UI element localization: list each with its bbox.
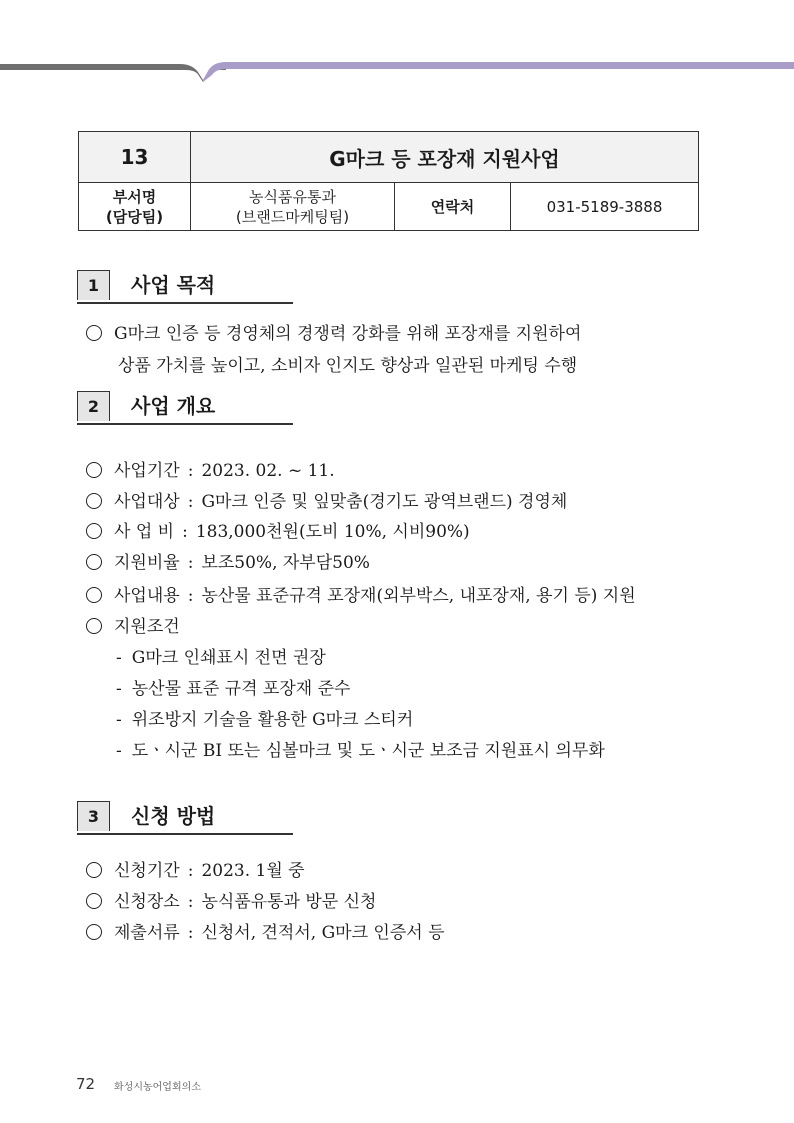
section-heading-overview [77,391,293,425]
project-title: G마크 등 포장재 지원사업 [191,132,699,183]
application-period: 신청기간 : 2023. 1월 중 [86,859,305,883]
item-value: 보조50%, 자부담50% [201,553,370,573]
section-number: 2 [77,391,110,421]
circle-bullet-icon [86,523,102,539]
section-number: 1 [77,270,110,300]
item-label: 사업내용 [114,586,180,606]
item-label: 사업기간 [114,461,180,481]
item-value: 2023. 02. ~ 11. [201,461,335,481]
condition-text: 위조방지 기술을 활용한 G마크 스티커 [131,710,414,730]
item-label: 지원비율 [114,553,180,573]
item-label: 제출서류 [114,923,180,943]
department-label-line2: (담당팀) [105,207,164,226]
department-value-line1: 농식품유통과 [249,187,336,206]
item-value: 농산물 표준규격 포장재(외부박스, 내포장재, 용기 등) 지원 [201,586,636,606]
department-value [191,183,395,231]
overview-content: 사업내용 : 농산물 표준규격 포장재(외부박스, 내포장재, 용기 등) 지원 [86,584,636,608]
overview-conditions [86,615,180,639]
condition-text: 농산물 표준 규격 포장재 준수 [131,679,351,699]
item-label: 신청장소 [114,892,180,912]
purpose-text-1: G마크 인증 등 경영체의 경쟁력 강화를 위해 포장재를 지원하여 [114,324,582,344]
circle-bullet-icon [86,554,102,570]
circle-bullet-icon [86,618,102,634]
item-label: 사 업 비 [114,522,175,542]
circle-bullet-icon [86,493,102,509]
circle-bullet-icon [86,862,102,878]
section-title: 신청 방법 [131,804,216,828]
header-band-purple [203,62,794,82]
condition-text: 도ㆍ시군 BI 또는 심볼마크 및 도ㆍ시군 보조금 지원표시 의무화 [131,741,605,761]
department-label-line1: 부서명 [112,187,157,206]
item-label: 신청기간 [114,861,180,881]
circle-bullet-icon [86,893,102,909]
circle-bullet-icon [86,587,102,603]
overview-target: 사업대상 : G마크 인증 및 잎맞춤(경기도 광역브랜드) 경영체 [86,490,567,514]
item-value: 2023. 1월 중 [201,861,305,881]
contact-label: 연락처 [395,183,511,231]
section-heading-application [77,801,293,835]
item-value: 183,000천원(도비 10%, 시비90%) [195,522,470,542]
purpose-line-1 [86,322,581,346]
section-title: 사업 목적 [131,273,216,297]
circle-bullet-icon [86,462,102,478]
item-value: 신청서, 견적서, G마크 인증서 등 [201,923,445,943]
circle-bullet-icon [86,325,102,341]
application-place: 신청장소 : 농식품유통과 방문 신청 [86,890,376,914]
purpose-line-2 [118,354,577,378]
footer-organization: 화성시농어업회의소 [114,1082,201,1093]
header-band-gray [0,64,226,82]
contact-phone: 031-5189-3888 [511,183,699,231]
overview-ratio: 지원비율 : 보조50%, 자부담50% [86,551,370,575]
header-band [0,58,794,88]
section-number: 3 [77,801,110,831]
condition-item: - 농산물 표준 규격 포장재 준수 [116,679,351,699]
purpose-text-2: 상품 가치를 높이고, 소비자 인지도 향상과 일관된 마케팅 수행 [118,356,578,376]
condition-item: - 위조방지 기술을 활용한 G마크 스티커 [116,710,414,730]
section-heading-purpose [77,270,293,304]
department-label [79,183,191,231]
item-label: 사업대상 [114,492,180,512]
condition-text: G마크 인쇄표시 전면 권장 [131,648,326,668]
overview-period: 사업기간 : 2023. 02. ~ 11. [86,459,335,483]
condition-item: - G마크 인쇄표시 전면 권장 [116,648,326,668]
overview-budget: 사 업 비 : 183,000천원(도비 10%, 시비90%) [86,520,470,544]
condition-item: - 도ㆍ시군 BI 또는 심볼마크 및 도ㆍ시군 보조금 지원표시 의무화 [116,741,605,761]
application-docs: 제출서류 : 신청서, 견적서, G마크 인증서 등 [86,921,445,945]
item-value: G마크 인증 및 잎맞춤(경기도 광역브랜드) 경영체 [201,492,568,512]
department-value-line2: (브랜드마케팅팀) [235,207,350,226]
circle-bullet-icon [86,924,102,940]
project-info-table [78,131,699,231]
item-value: 농식품유통과 방문 신청 [201,892,377,912]
conditions-title: 지원조건 [114,617,180,637]
page-number: 72 [76,1075,96,1093]
project-number: 13 [79,132,191,183]
section-title: 사업 개요 [131,394,216,418]
